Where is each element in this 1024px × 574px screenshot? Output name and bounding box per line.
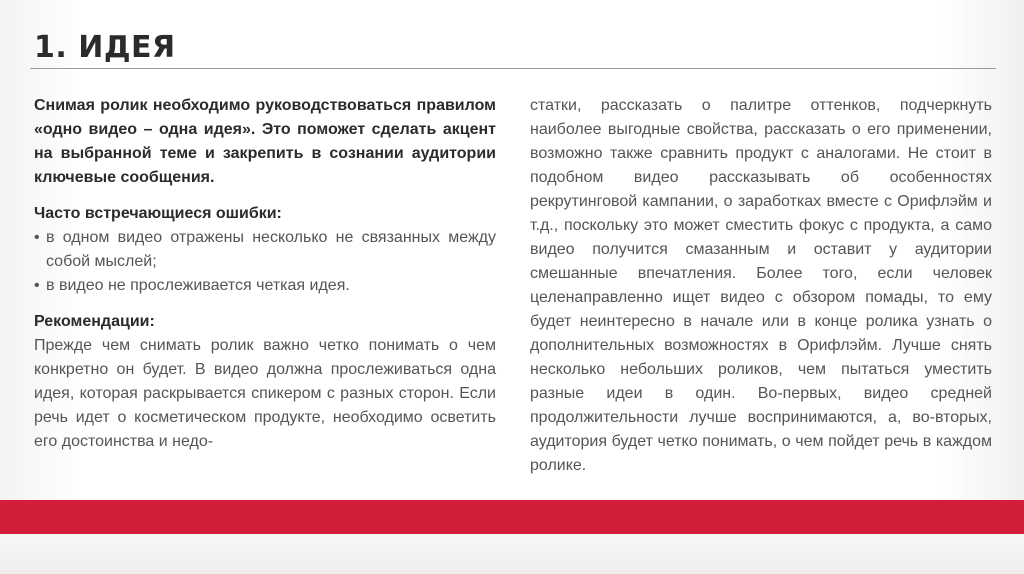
- recommendations-heading: Рекомендации:: [34, 313, 155, 330]
- mistake-item: • в видео не прослеживается четкая идея.: [34, 274, 496, 298]
- left-column: [34, 94, 496, 454]
- lead-paragraph: Снимая ролик необходимо руководствоваться правилом «одно видео – одна идея». Это поможет сделать акцент на выбранной теме и закрепить в сознании аудитории ключевые сообщения.: [34, 97, 496, 186]
- mistake-item: • в одном видео отражены несколько не связанных между собой мыслей;: [34, 226, 496, 274]
- right-column: [530, 94, 992, 478]
- mistakes-list: [34, 226, 496, 298]
- right-column-text: статки, рассказать о палитре оттенков, подчеркнуть наиболее выгодные свойства, рассказать о его применении, возможно также сравнить продукт с аналогами. Не стоит в подобном видео рассказывать об особенностях рекрутинговой кампании, о заработках вместе с Орифлэйм и т.д., поскольку это может сместить фокус с продукта, а само видео получится смазанным и оставит у аудитории смешанные впечатления. Более того, если человек целенаправленно ищет видео с обзором помады, то ему будет неинтересно в начале или в конце ролика узнать о дополнительных возможностях в Орифлэйм. Лучше снять несколько небольших роликов, чем пытаться уместить разные идеи в один. Во-первых, видео средней продолжительности лучше воспринимаются, а, во-вторых, аудитория будет четко понимать, о чем пойдет речь в каждом ролике.: [530, 97, 992, 474]
- mistakes-heading: Часто встречающиеся ошибки:: [34, 205, 282, 222]
- title-divider: [30, 68, 996, 69]
- slide-title: 1. ИДЕЯ: [34, 30, 176, 65]
- footer-background: [0, 534, 1024, 574]
- accent-band: [0, 500, 1024, 534]
- recommendations-text: Прежде чем снимать ролик важно четко понимать о чем конкретно он будет. В видео должна прослеживаться одна идея, которая раскрывается спикером с разных сторон. Если речь идет о косметическом продукте, необходимо осветить его достоинства и недо-: [34, 337, 496, 450]
